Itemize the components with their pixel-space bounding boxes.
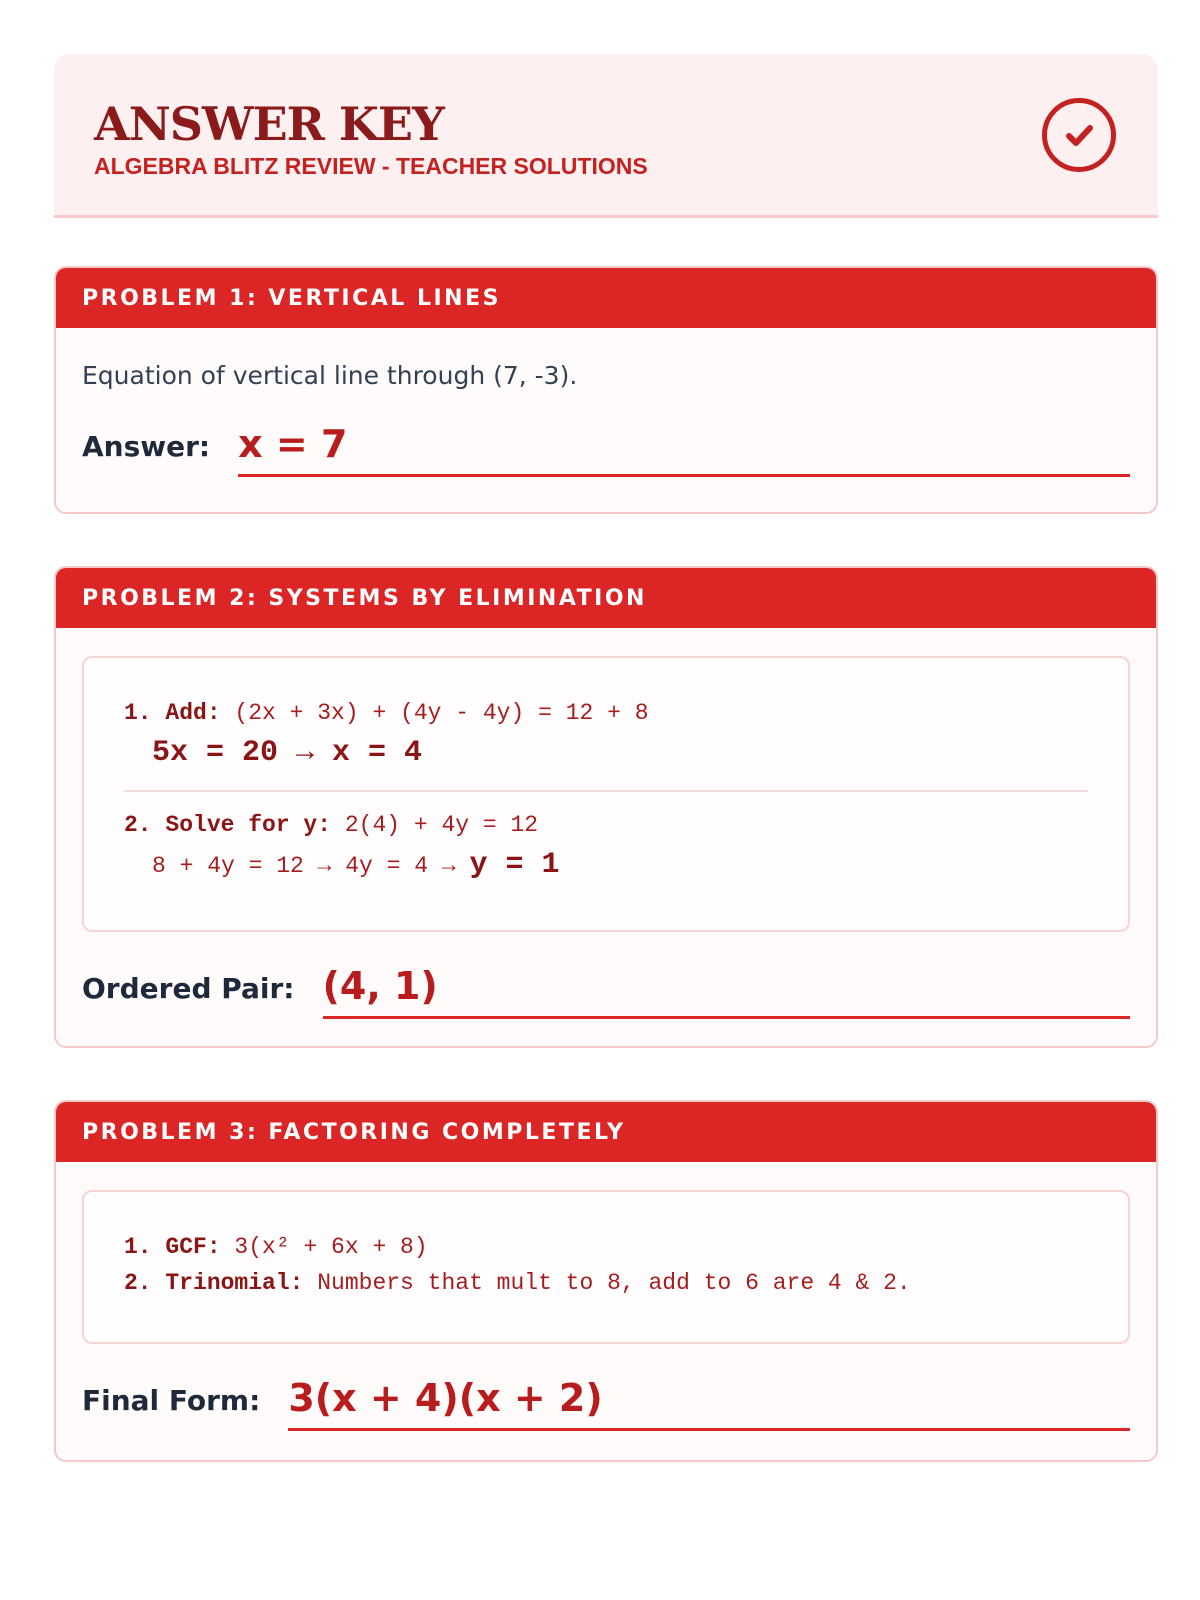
step-text: Numbers that mult to 8, add to 6 are 4 & 2. — [303, 1270, 911, 1296]
step-text: 2(4) + 4y = 12 — [331, 812, 539, 838]
checkmark-icon — [1047, 103, 1111, 167]
answer-blank — [323, 964, 1130, 1019]
answer-key-header — [54, 54, 1158, 218]
step-1 — [124, 1232, 1088, 1262]
work-box — [82, 656, 1130, 932]
answer-blank — [238, 422, 1130, 477]
step-label: 2. Trinomial: — [124, 1270, 304, 1296]
answer-value: (4, 1) — [322, 964, 438, 1008]
answer-label: Final Form: — [82, 1384, 261, 1417]
step-divider — [124, 790, 1088, 792]
answer-value: 3(x + 4)(x + 2) — [288, 1376, 603, 1420]
step-2 — [124, 810, 1088, 840]
step-2-emphasis: y = 1 — [469, 848, 560, 882]
work-box — [82, 1190, 1130, 1344]
problem-2-heading: PROBLEM 2: SYSTEMS BY ELIMINATION — [82, 585, 647, 611]
step-2-result — [124, 850, 1088, 881]
step-1-result: 5x = 20 → x = 4 — [152, 736, 423, 770]
answer-blank — [288, 1376, 1130, 1431]
problem-1-header — [56, 268, 1156, 328]
problem-card-1 — [54, 266, 1158, 514]
answer-label: Answer: — [82, 430, 211, 463]
step-text: 3(x² + 6x + 8) — [220, 1234, 428, 1260]
step-1 — [124, 698, 1088, 728]
problem-2-answer-row — [82, 964, 1130, 1019]
answer-label: Ordered Pair: — [82, 972, 295, 1005]
problem-card-3 — [54, 1100, 1158, 1462]
step-text: (2x + 3x) + (4y - 4y) = 12 + 8 — [220, 700, 649, 726]
problem-3-header — [56, 1102, 1156, 1162]
answer-value: x = 7 — [238, 422, 348, 466]
problem-1-prompt: Equation of vertical line through (7, -3). — [82, 361, 578, 390]
problem-1-answer-row — [82, 422, 1130, 477]
page-subtitle: ALGEBRA BLITZ REVIEW - TEACHER SOLUTIONS — [94, 153, 648, 179]
problem-2-header — [56, 568, 1156, 628]
problem-1-heading: PROBLEM 1: VERTICAL LINES — [82, 285, 501, 311]
step-2-work: 8 + 4y = 12 → 4y = 4 → — [152, 853, 470, 879]
step-2 — [124, 1268, 1088, 1298]
page-title: ANSWER KEY — [94, 97, 444, 151]
check-circle-icon — [1042, 98, 1116, 172]
step-label: 2. Solve for y: — [124, 812, 332, 838]
problem-3-heading: PROBLEM 3: FACTORING COMPLETELY — [82, 1119, 626, 1145]
step-label: 1. GCF: — [124, 1234, 221, 1260]
step-label: 1. Add: — [124, 700, 221, 726]
problem-3-answer-row — [82, 1376, 1130, 1431]
problem-card-2 — [54, 566, 1158, 1048]
